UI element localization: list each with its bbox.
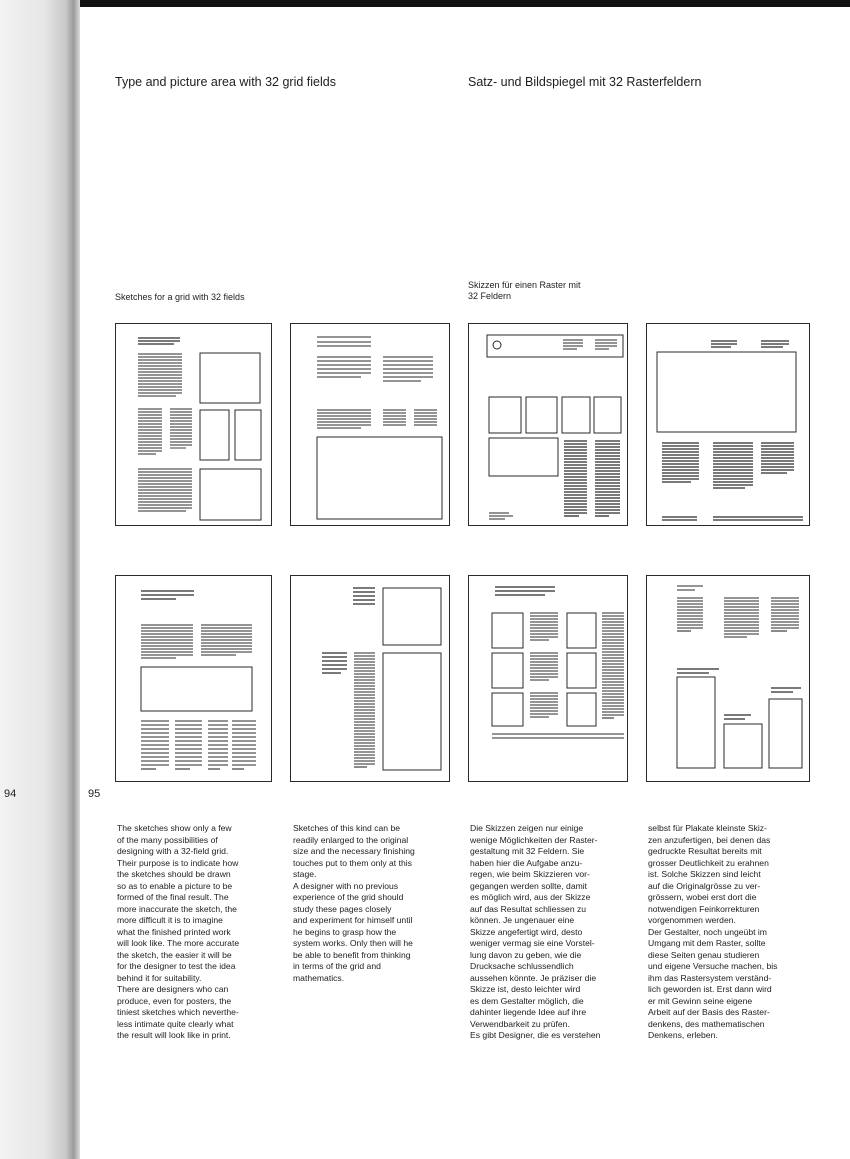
body-text-english-col2: Sketches of this kind can be readily enlarged to the original size and the necessary finishing touches put to them only at this stage. A designer with no previous experience of the grid should study these pages closely and experiment for himself until he begins to grasp how the system works. Only then will he be able to benefit from thinking in terms of the grid and mathematics.: [293, 823, 415, 983]
body-text-english-col1: The sketches show only a few of the many possibilities of designing with a 32-field grid. Their purpose is to indicate how the sketches should be drawn so as to enable a picture to be formed of the final result. The more inaccurate the sketch, the more difficult it is to imagine what the finished printed work will look like. The more accurate the sketch, the easier it will be for the designer to test the idea behind it for suitability. There are designers who can produce, even for posters, the tiniest sketches which neverthe- less intimate quite clearly what the result will look like in print.: [117, 823, 240, 1040]
caption-german-line2: 32 Feldern: [468, 291, 512, 301]
top-edge: [0, 0, 850, 7]
caption-german-line1: Skizzen für einen Raster mit: [468, 280, 581, 290]
book-gutter: [0, 0, 80, 1159]
grid-sketch-2: [290, 323, 450, 526]
body-text-german-col2: selbst für Plakate kleinste Skiz- zen anzufertigen, bei denen das gedruckte Resultat bereits mit grosser Deutlichkeit zu erahnen ist. Solche Skizzen sind leicht auf die Originalgrösse zu ver- grössern, wobei erst dort die notwendigen Feinkorrekturen vorgenommen werden. Der Gestalter, noch ungeübt im Umgang mit dem Raster, sollte diese Seiten genau studieren und eigene Versuche machen, bis ihm das Rastersystem verständ- lich geworden ist. Erst dann wird er mit Gewinn seine eigene Arbeit auf der Basis des Raster- denkens, des mathematischen Denkens, erleben.: [648, 823, 778, 1040]
grid-sketch-5: [115, 575, 272, 782]
heading-english: Type and picture area with 32 grid fields: [115, 75, 336, 89]
grid-sketch-6: [290, 575, 450, 782]
page-number-left: 94: [4, 788, 17, 800]
page-number-right: 95: [88, 788, 101, 800]
heading-german: Satz- und Bildspiegel mit 32 Rasterfeldern: [468, 75, 702, 89]
grid-sketch-7: [468, 575, 628, 782]
grid-sketch-3: [468, 323, 628, 526]
grid-sketch-8: [646, 575, 810, 782]
grid-sketch-4: [646, 323, 810, 526]
grid-sketch-1: [115, 323, 272, 526]
caption-english: Sketches for a grid with 32 fields: [115, 292, 245, 302]
body-text-german-col1: Die Skizzen zeigen nur einige wenige Möglichkeiten der Raster- gestaltung mit 32 Feldern. Sie haben hier die Aufgabe anzu- regen, wie beim Skizzieren vor- gegangen werden sollte, damit es möglich wird, aus der Skizze auf das Resultat schliessen zu können. Je ungenauer eine Skizze angefertigt wird, desto weniger vermag sie eine Vorstel- lung davon zu geben, wie die Drucksache schlussendlich aussehen könnte. Je präziser die Skizze ist, desto leichter wird es dem Gestalter möglich, die dahinter liegende Idee auf ihre Verwendbarkeit zu prüfen. Es gibt Designer, die es verstehen: [470, 823, 601, 1040]
